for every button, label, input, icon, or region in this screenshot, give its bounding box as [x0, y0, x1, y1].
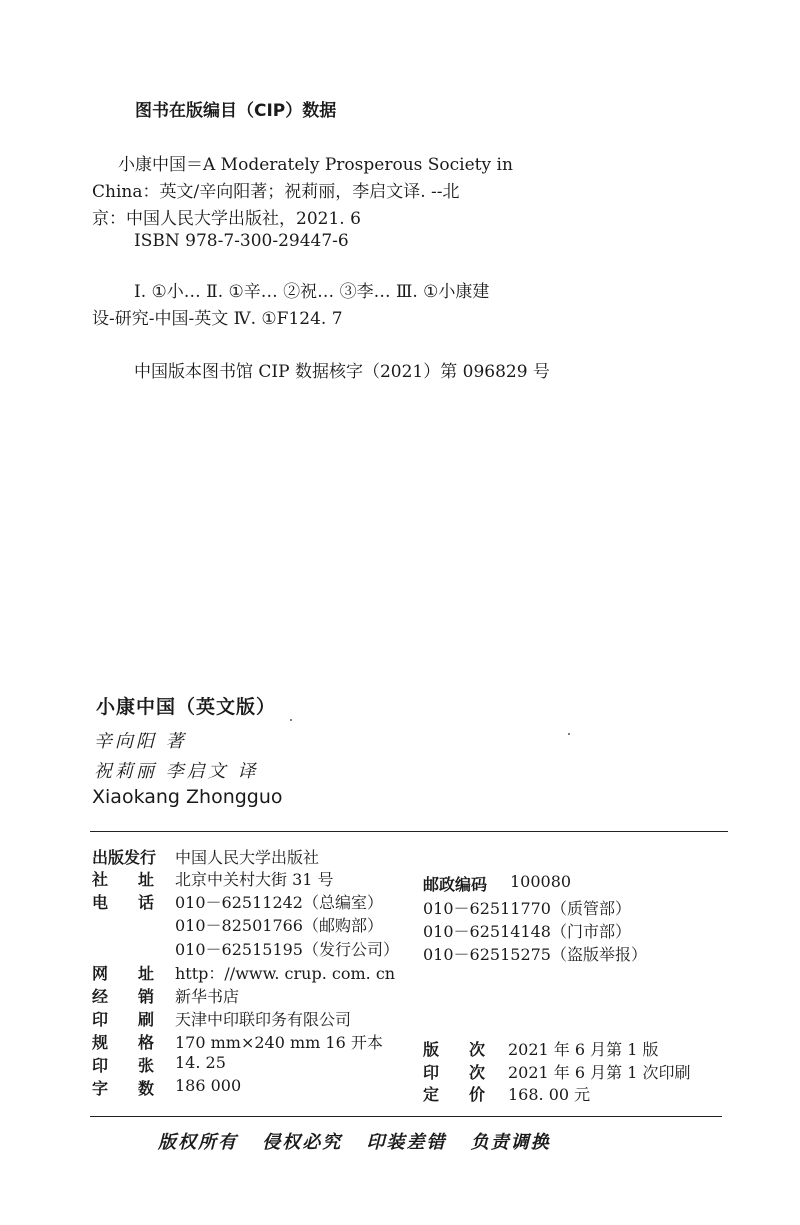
publisher-value: 中国人民大学出版社: [175, 848, 320, 867]
sheets-value: 14. 25: [175, 1053, 226, 1072]
price-value: 168. 00 元: [508, 1085, 591, 1104]
phone-value: 010－82501766（邮购部）: [175, 916, 383, 935]
cip-record-line: 京：中国人民大学出版社，2021. 6: [92, 209, 361, 229]
website-label: 网 址: [92, 964, 154, 983]
format-label: 规 格: [92, 1033, 154, 1052]
address-value: 北京中关村大街 31 号: [175, 870, 334, 889]
phone-right-value: 010－62511770（质管部）: [423, 899, 631, 918]
phone-right-value: 010－62514148（门市部）: [423, 922, 631, 941]
phone-value: 010－62515195（发行公司）: [175, 940, 399, 959]
cip-isbn: ISBN 978-7-300-29447-6: [134, 231, 349, 251]
edition-value: 2021 年 6 月第 1 版: [508, 1040, 659, 1059]
distributor-label: 经 销: [92, 987, 154, 1006]
book-title: 小康中国（英文版）: [96, 696, 277, 718]
address-label: 社 址: [92, 870, 154, 889]
phone-right-value: 010－62515275（盗版举报）: [423, 945, 647, 964]
phone-label: 电 话: [92, 893, 154, 912]
printer-label: 印 刷: [92, 1010, 154, 1029]
cip-classification-line: 设-研究-中国-英文 Ⅳ. ①F124. 7: [92, 309, 343, 329]
price-label: 定 价: [423, 1085, 485, 1104]
sheets-label: 印 张: [92, 1056, 154, 1075]
website-link[interactable]: http：//www. crup. com. cn: [175, 964, 396, 983]
translator-line: 祝莉丽 李启文 译: [94, 761, 259, 782]
distributor-value: 新华书店: [175, 987, 240, 1006]
cip-classification-line: Ⅰ. ①小… Ⅱ. ①辛… ②祝… ③李… Ⅲ. ①小康建: [134, 282, 490, 302]
word-count-label: 字 数: [92, 1079, 154, 1098]
format-value: 170 mm×240 mm 16 开本: [175, 1033, 383, 1052]
cip-number: 中国版本图书馆 CIP 数据核字（2021）第 096829 号: [134, 362, 550, 382]
scan-speck: [290, 719, 292, 721]
postcode-label: 邮政编码: [423, 875, 488, 894]
phone-value: 010－62511242（总编室）: [175, 893, 383, 912]
pinyin-title: Xiaokang Zhongguo: [92, 786, 283, 808]
author-line: 辛向阳 著: [94, 731, 187, 752]
cip-heading: 图书在版编目（CIP）数据: [135, 101, 337, 121]
word-count-value: 186 000: [175, 1076, 242, 1095]
bottom-divider: [90, 1116, 722, 1117]
publisher-label: 出 版 发 行: [92, 848, 157, 867]
edition-label: 版 次: [423, 1040, 485, 1059]
cip-record-line: China：英文/辛向阳著；祝莉丽，李启文译. --北: [92, 182, 460, 202]
printing-label: 印 次: [423, 1063, 485, 1082]
copyright-slogan: 版权所有 侵权必究 印装差错 负责调换: [158, 1132, 551, 1153]
postcode-value: 100080: [510, 872, 572, 891]
printer-value: 天津中印联印务有限公司: [175, 1010, 352, 1029]
cip-record-line: 小康中国＝A Moderately Prosperous Society in: [118, 155, 513, 175]
top-divider: [90, 831, 728, 832]
printing-value: 2021 年 6 月第 1 次印刷: [508, 1063, 691, 1082]
scan-speck: [568, 733, 570, 735]
